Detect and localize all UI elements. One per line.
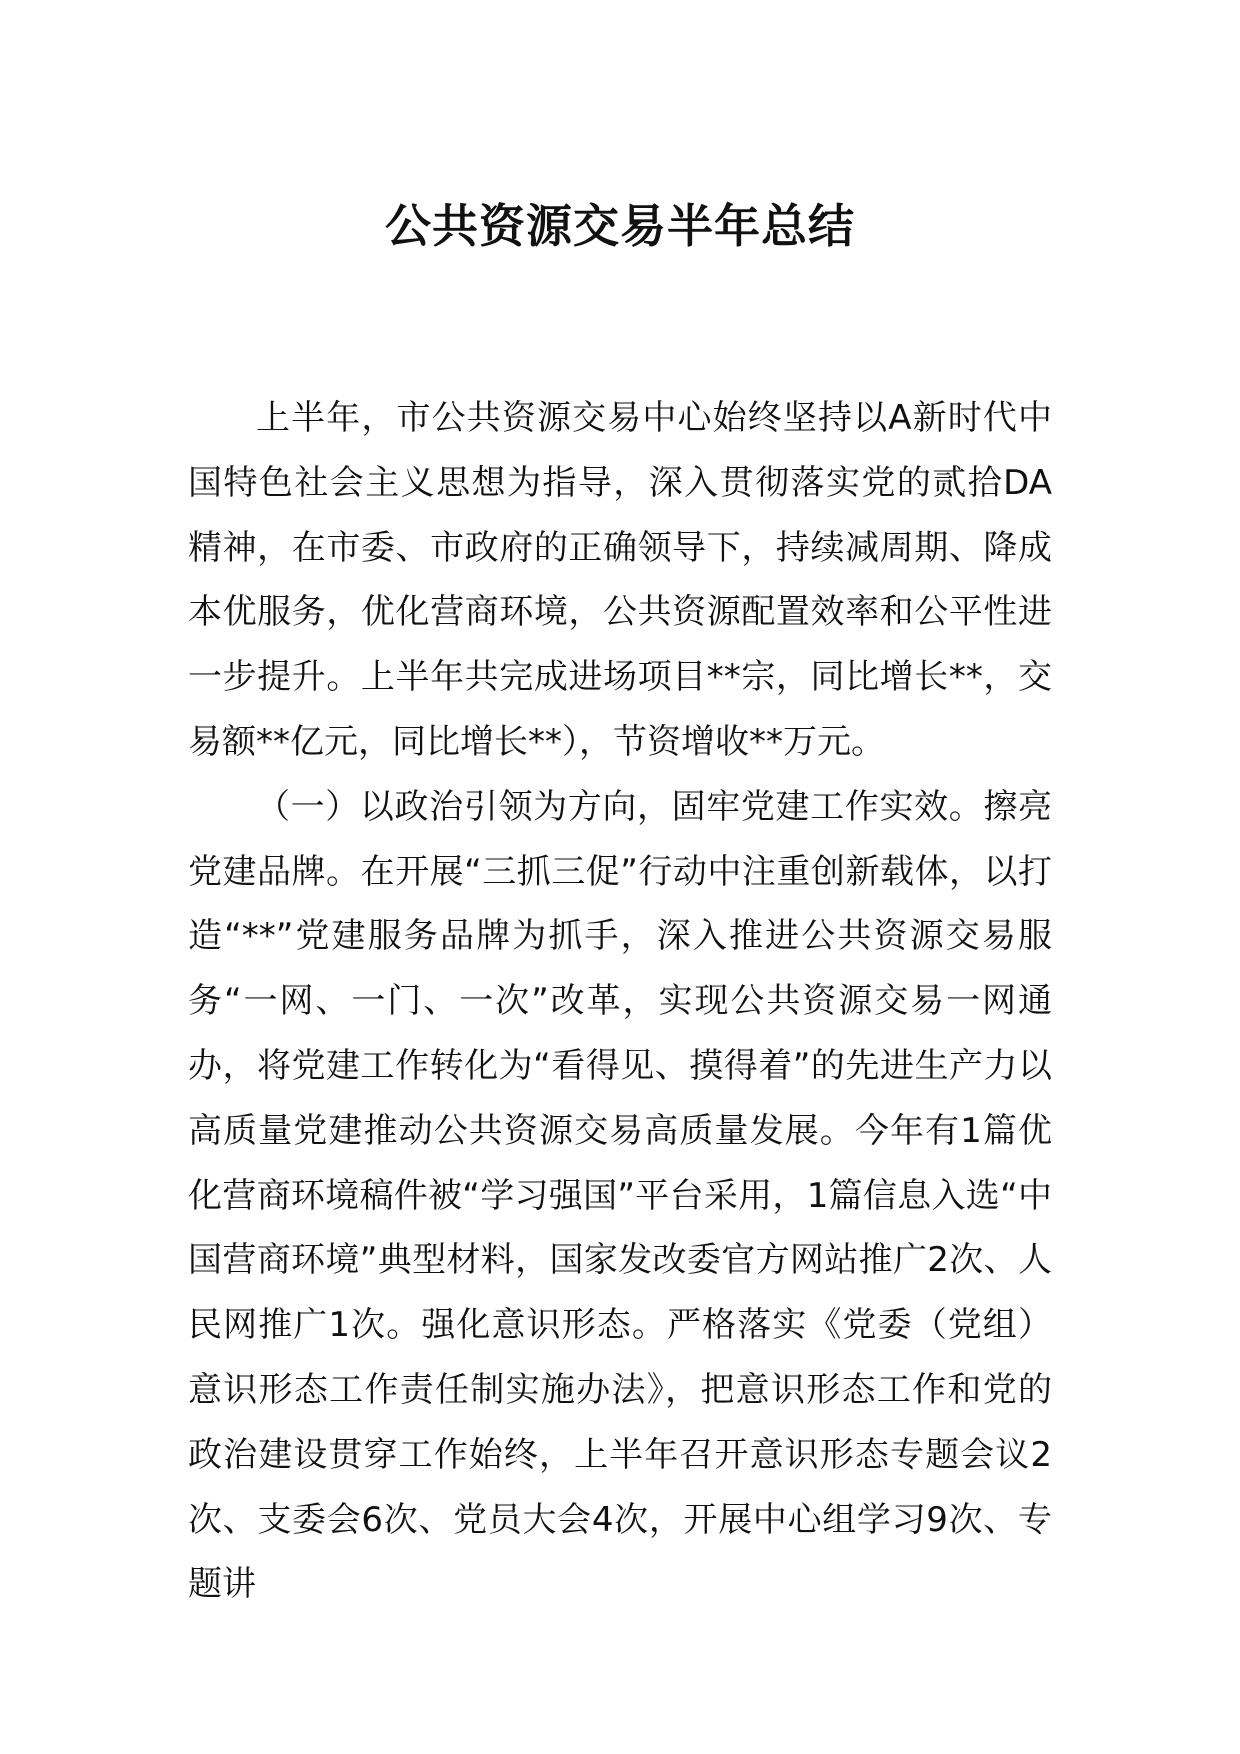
- paragraph-intro: 上半年，市公共资源交易中心始终坚持以A新时代中国特色社会主义思想为指导，深入贯彻落实党的贰拾DA精神，在市委、市政府的正确领导下，持续减周期、降成本优服务，优化营商环境，公共资源配置效率和公平性进一步提升。上半年共完成进场项目**宗，同比增长**，交易额**亿元，同比增长**），节资增收**万元。: [188, 398, 1052, 762]
- paragraph-section-1: （一）以政治引领为方向，固牢党建工作实效。擦亮党建品牌。在开展“三抓三促”行动中注重创新载体，以打造“**”党建服务品牌为抓手，深入推进公共资源交易服务“一网、一门、一次”改革，实现公共资源交易一网通办，将党建工作转化为“看得见、摸得着”的先进生产力以高质量党建推动公共资源交易高质量发展。今年有1篇优化营商环境稿件被“学习强国”平台采用，1篇信息入选“中国营商环境”典型材料，国家发改委官方网站推广2次、人民网推广1次。强化意识形态。严格落实《党委（党组）意识形态工作责任制实施办法》，把意识形态工作和党的政治建设贯穿工作始终，上半年召开意识形态专题会议2次、支委会6次、党员大会4次，开展中心组学习9次、专题讲: [188, 786, 1052, 1605]
- document-title: 公共资源交易半年总结: [385, 199, 855, 253]
- document-body: [188, 386, 1052, 1617]
